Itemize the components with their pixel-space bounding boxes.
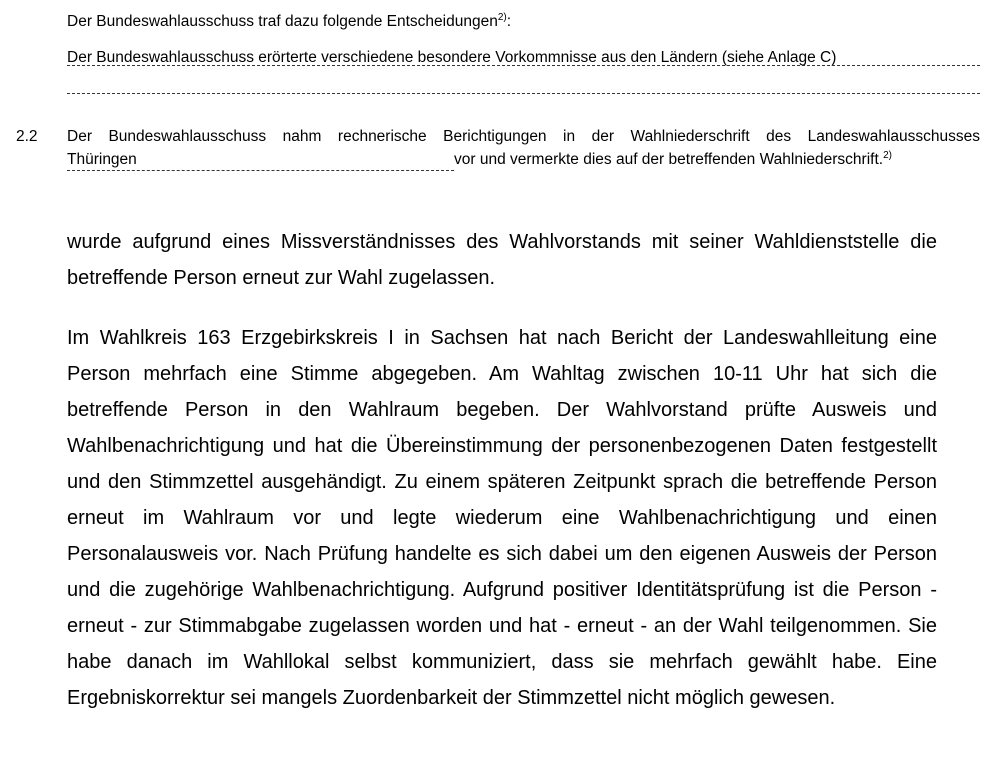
decision-entry-underline xyxy=(67,65,980,66)
item-number: 2.2 xyxy=(16,128,38,145)
decisions-intro xyxy=(67,12,511,32)
blank-fill-line xyxy=(67,93,980,94)
paragraph-2: Im Wahlkreis 163 Erzgebirkskreis I in Sachsen hat nach Bericht der Landeswahlleitung eine Person mehrfach eine Stimme abgegeben. Am Wahltag zwischen 10-11 Uhr hat sich die betreffende Person in den Wahlraum begeben. Der Wahlvorstand prüfte Ausweis und Wahlbenachrichtigung und hat die Übereinstimmung der personenbezogenen Daten festgestellt und den Stimmzettel ausgehändigt. Zu einem späteren Zeitpunkt sprach die betreffende Person erneut im Wahlraum vor und legte wiederum eine Wahlbenachrichtigung und einen Personalausweis vor. Nach Prüfung handelte es sich dabei um den eigenen Ausweis der Person und die zugehörige Wahlbenachrichtigung. Aufgrund positiver Identitätsprüfung ist die Person - erneut - zur Stimmabgabe zugelassen worden und hat - erneut - an der Wahl teilgenommen. Sie habe danach im Wahllokal selbst kommuniziert, dass sie mehrfach gewählt habe. Eine Ergebniskorrektur sei mangels Zuordenbarkeit der Stimmzettel nicht möglich gewesen. xyxy=(67,327,937,709)
footnote-ref-2: 2) xyxy=(883,150,892,161)
land-value: Thüringen xyxy=(67,151,137,168)
item-2-2-line2-text: vor und vermerkte dies auf der betreffenden Wahlniederschrift. xyxy=(454,151,884,168)
land-field xyxy=(67,150,454,171)
body-text xyxy=(67,224,937,716)
paragraph-1: wurde aufgrund eines Missverständnisses des Wahlvorstands mit seiner Wahldienststelle die betreffende Person erneut zur Wahl zugelassen. xyxy=(67,231,937,289)
item-2-2-line2 xyxy=(67,150,892,171)
decisions-intro-text: Der Bundeswahlausschuss traf dazu folgende Entscheidungen xyxy=(67,13,498,30)
item-2-2-line1-text: Der Bundeswahlausschuss nahm rechnerische Berichtigungen in der Wahlniederschrift des Landeswahlausschusses xyxy=(67,128,980,145)
decision-entry-text: Der Bundeswahlausschuss erörterte verschiedene besondere Vorkommnisse aus den Ländern (siehe Anlage C) xyxy=(67,49,837,66)
intro-colon: : xyxy=(506,13,512,30)
item-2-2-line1 xyxy=(67,127,980,147)
footnote-ref: 2) xyxy=(497,12,507,23)
